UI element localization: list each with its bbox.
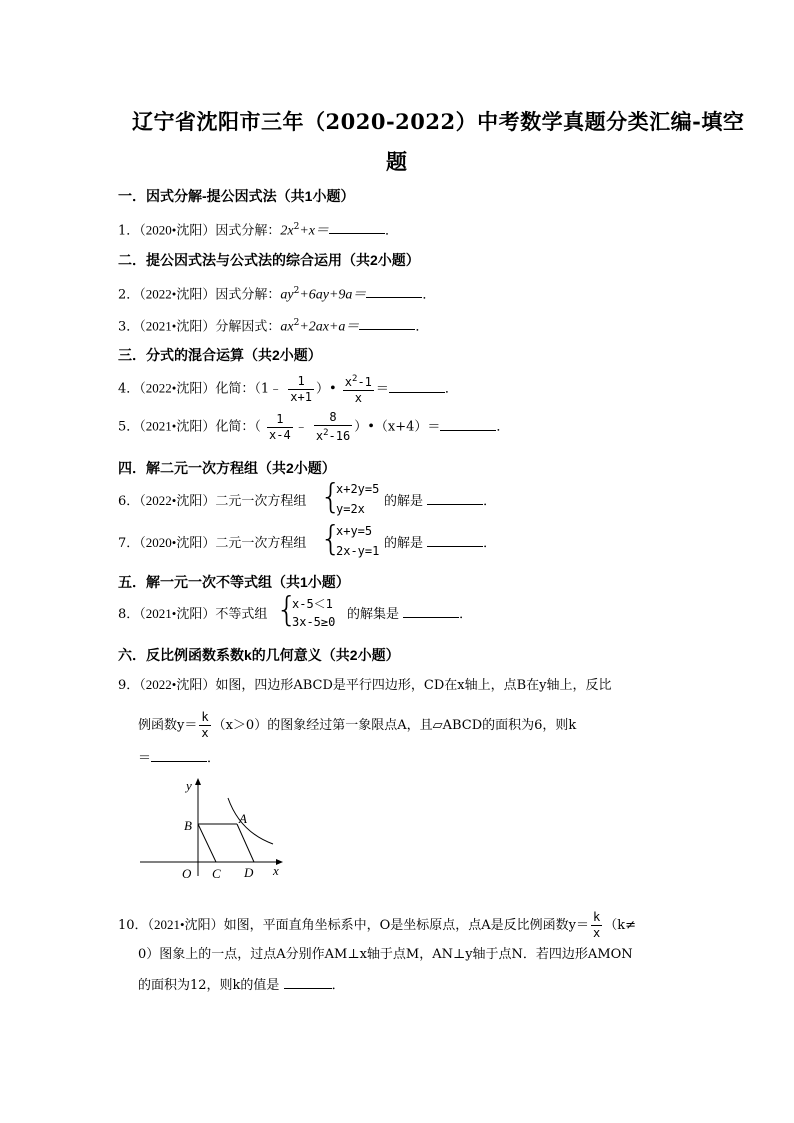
left-brace: { — [276, 590, 298, 630]
question-9-line2: 例函数y＝ $\frac{k}{x}$ （x＞0）的图象经过第一象限点A，且▱ABCD的面积为6，则k — [138, 710, 577, 740]
answer-blank[interactable] — [389, 380, 445, 393]
question-9-line1: 9．（2022•沈阳）如图，四边形ABCD是平行四边形，CD在x轴上，点B在y轴上，反比 — [118, 677, 612, 693]
section-heading-1: 一．因式分解-提公因式法（共1小题） — [118, 188, 355, 204]
fraction: $\frac{x^2-1}{x}$ — [344, 374, 372, 405]
question-2: 2．（2022•沈阳）因式分解：$ay^2+6ay+9a=$ ． — [118, 286, 436, 303]
section-heading-5: 五．解一元一次不等式组（共1小题） — [118, 574, 350, 590]
answer-blank[interactable] — [440, 418, 496, 431]
question-8-tail: 的解集是 ． — [347, 607, 473, 622]
section-heading-4: 四．解二元一次方程组（共2小题） — [118, 460, 336, 476]
equation-system-7 — [320, 519, 392, 564]
label-y: y — [186, 778, 192, 793]
answer-blank[interactable] — [359, 317, 415, 330]
hyperbola-curve — [228, 798, 273, 844]
y-axis-arrow — [195, 778, 201, 785]
label-O: O — [182, 866, 192, 881]
question-9-figure — [136, 776, 286, 886]
page-title: 辽宁省沈阳市三年（2020-2022）中考数学真题分类汇编-填空 — [132, 109, 745, 134]
question-8: 8．（2021•沈阳）不等式组 — [118, 606, 268, 622]
question-6-tail: 的解是 ． — [384, 494, 497, 509]
answer-blank[interactable] — [329, 221, 385, 234]
section-heading-6: 六．反比例函数系数k的几何意义（共2小题） — [118, 647, 400, 663]
answer-blank[interactable] — [427, 534, 483, 547]
equation-line: y=2x — [336, 502, 365, 516]
question-10-line3: 的面积为12，则k的值是 ． — [138, 978, 345, 993]
fraction: $\frac{1}{x-4}$ — [269, 411, 291, 442]
question-5: 5．（2021•沈阳）化简：（ $\frac{1}{x-4}$ ﹣ $\frac{8}{x^2-16}$ ）•（x+4）＝ ． — [118, 410, 510, 443]
inequality-line: 3x-5≥0 — [292, 615, 336, 629]
equation-line: 2x-y=1 — [336, 544, 380, 558]
inequality-line: x-5＜1 — [292, 597, 333, 611]
segment-AD — [237, 824, 254, 862]
answer-blank[interactable] — [427, 492, 483, 505]
label-C: C — [212, 866, 221, 881]
section-heading-2: 二．提公因式法与公式法的综合运用（共2小题） — [118, 252, 420, 268]
page-title-continued: 题 — [386, 149, 408, 174]
left-brace: { — [320, 477, 342, 517]
question-4: 4．（2022•沈阳）化简：（1﹣ $\frac{1}{x+1}$ ）• $\frac{x^2-1}{x}$ ＝ ． — [118, 373, 458, 405]
section-heading-3: 三．分式的混合运算（共2小题） — [118, 347, 322, 363]
label-D: D — [244, 865, 254, 880]
question-10-line1: 10．（2021•沈阳）如图，平面直角坐标系中，O是坐标原点，点A是反比例函数y＝ $\frac{k}{x}$ （k≠ — [118, 910, 637, 940]
fraction: $\frac{1}{x+1}$ — [290, 373, 312, 404]
label-B: B — [184, 818, 192, 833]
equation-system-6 — [320, 477, 392, 522]
left-brace: { — [320, 519, 342, 559]
equation-line: x+2y=5 — [336, 482, 380, 496]
inequality-system-8 — [276, 590, 350, 635]
question-7: 7．（2020•沈阳）二元一次方程组 — [118, 535, 307, 551]
answer-blank[interactable] — [284, 976, 332, 989]
question-9-line3: ＝ ． — [138, 751, 221, 766]
question-3: 3．（2021•沈阳）分解因式：$ax^2+2ax+a=$ ． — [118, 318, 429, 335]
question-7-tail: 的解是 ． — [384, 536, 497, 551]
segment-BC — [198, 824, 216, 862]
question-1: 1．（2020•沈阳）因式分解：$2x^2+x=$ ． — [118, 222, 398, 239]
question-6: 6．（2022•沈阳）二元一次方程组 — [118, 493, 307, 509]
fraction: $\frac{8}{x^2-16}$ — [315, 410, 351, 443]
answer-blank[interactable] — [366, 285, 422, 298]
answer-blank[interactable] — [403, 605, 459, 618]
question-10-line2: 0）图象上的一点，过点A分别作AM⊥x轴于点M，AN⊥y轴于点N．若四边形AMON — [138, 947, 633, 962]
equation-line: x+y=5 — [336, 524, 373, 538]
fraction: $\frac{k}{x}$ — [593, 910, 601, 940]
fraction: $\frac{k}{x}$ — [201, 710, 209, 740]
label-A: A — [239, 811, 247, 826]
answer-blank[interactable] — [151, 749, 207, 762]
label-x: x — [273, 863, 279, 878]
